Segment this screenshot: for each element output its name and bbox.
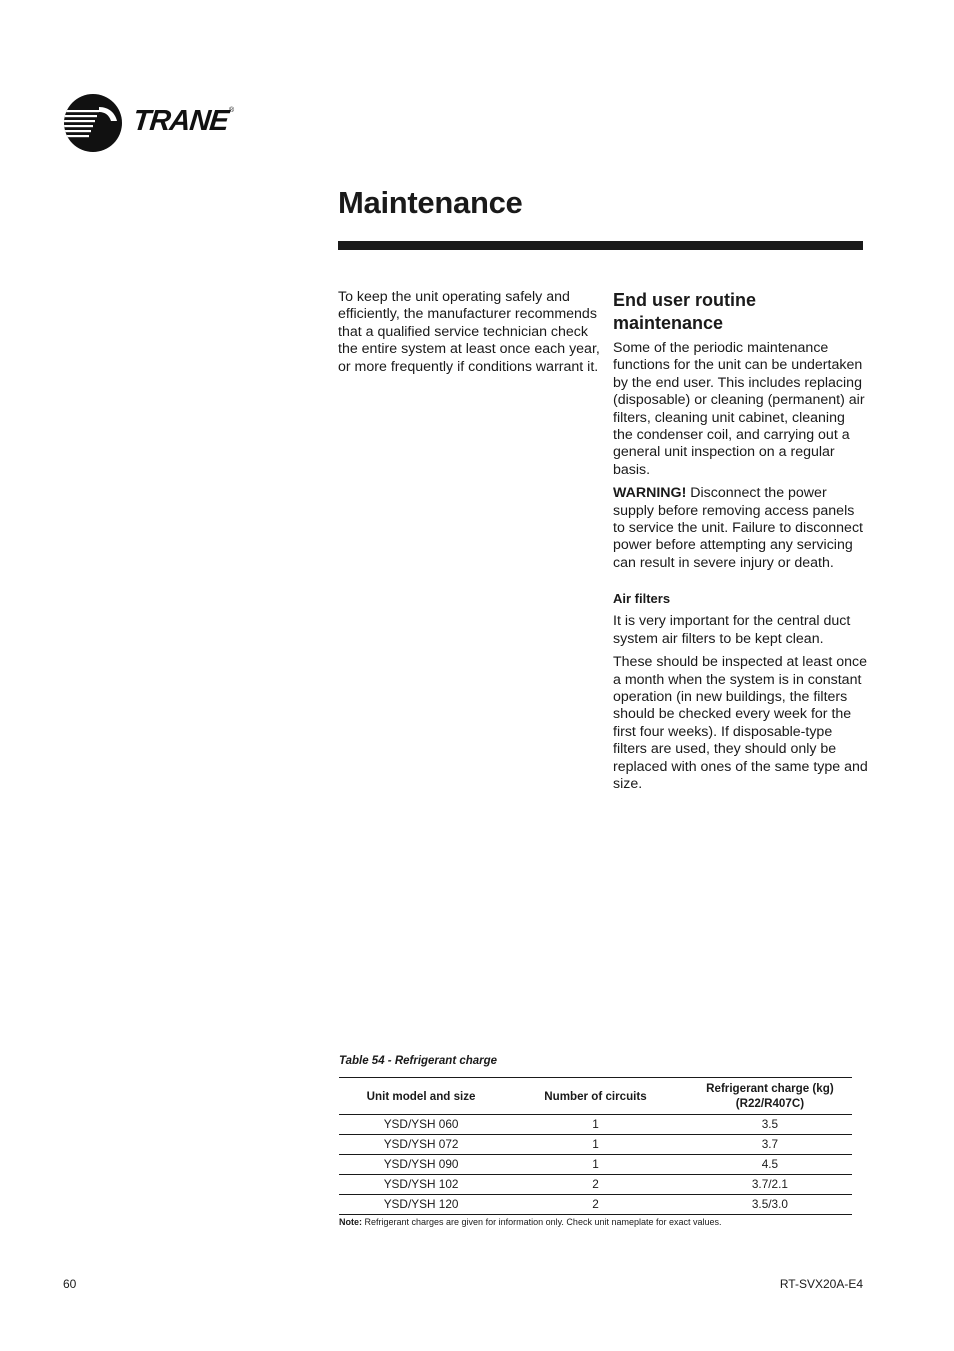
air-filters-heading: Air filters <box>613 591 671 607</box>
cell-model: YSD/YSH 060 <box>339 1115 503 1135</box>
cell-model: YSD/YSH 090 <box>339 1155 503 1175</box>
intro-paragraph: To keep the unit operating safely and efficiently, the manufacturer recommends that a qualified service technician check the entire system at least once each year, or more frequently if conditions warrant it. <box>338 289 600 375</box>
air-filters-para-1: It is very important for the central duct system air filters to be kept clean. <box>613 613 851 647</box>
document-code: RT-SVX20A-E4 <box>779 1277 863 1291</box>
warning-text: Disconnect the power supply before removing access panels to service the unit. Failure to disconnect power before attempting any servicing can result in severe injury or death. <box>613 485 863 571</box>
trane-emblem-icon <box>63 93 123 153</box>
table-row <box>339 1135 852 1155</box>
table-row <box>339 1195 852 1215</box>
note-text: Refrigerant charges are given for information only. Check unit nameplate for exact values. <box>362 1217 722 1227</box>
cell-circuits: 1 <box>503 1115 688 1135</box>
refrigerant-charge-table <box>339 1077 852 1215</box>
cell-charge: 4.5 <box>688 1155 852 1175</box>
table-caption: Table 54 - Refrigerant charge <box>339 1055 498 1067</box>
cell-model: YSD/YSH 120 <box>339 1195 503 1215</box>
page-number: 60 <box>63 1277 77 1291</box>
right-column <box>613 289 868 799</box>
cell-circuits: 1 <box>503 1135 688 1155</box>
warning-paragraph <box>613 485 868 572</box>
cell-circuits: 1 <box>503 1155 688 1175</box>
cell-model: YSD/YSH 102 <box>339 1175 503 1195</box>
left-column <box>338 289 600 382</box>
table-row <box>339 1155 852 1175</box>
cell-charge: 3.7/2.1 <box>688 1175 852 1195</box>
header-refrigerant-charge: Refrigerant charge (kg) (R22/R407C) <box>688 1078 852 1115</box>
table-row <box>339 1115 852 1135</box>
end-user-heading: End user routine maintenance <box>613 290 757 333</box>
air-filters-para-2: These should be inspected at least once a month when the system is in constant operation (in new buildings, the filters should be checked every week for the first four weeks). If disposable-type filters are used, they should only be replaced with ones of the same type and size. <box>613 654 868 792</box>
page-title: Maintenance <box>338 185 523 220</box>
header-unit-model: Unit model and size <box>339 1078 503 1115</box>
title-rule <box>338 241 863 250</box>
cell-charge: 3.7 <box>688 1135 852 1155</box>
note-label: Note: <box>339 1217 362 1227</box>
table-row <box>339 1175 852 1195</box>
cell-circuits: 2 <box>503 1195 688 1215</box>
cell-circuits: 2 <box>503 1175 688 1195</box>
table-note <box>339 1217 722 1227</box>
warning-label: WARNING! <box>613 485 687 502</box>
table-header-row <box>339 1078 852 1115</box>
header-circuits: Number of circuits <box>503 1078 688 1115</box>
cell-charge: 3.5 <box>688 1115 852 1135</box>
cell-model: YSD/YSH 072 <box>339 1135 503 1155</box>
cell-charge: 3.5/3.0 <box>688 1195 852 1215</box>
registered-mark: ® <box>229 107 235 114</box>
trane-logo <box>63 93 243 155</box>
end-user-body: Some of the periodic maintenance functions for the unit can be undertaken by the end user. This includes replacing (disposable) or cleaning (permanent) air filters, cleaning unit cabinet, cleaning the condenser coil, and carrying out a general unit inspection on a regular basis. <box>613 340 865 478</box>
trane-wordmark: TRANE <box>131 105 230 137</box>
